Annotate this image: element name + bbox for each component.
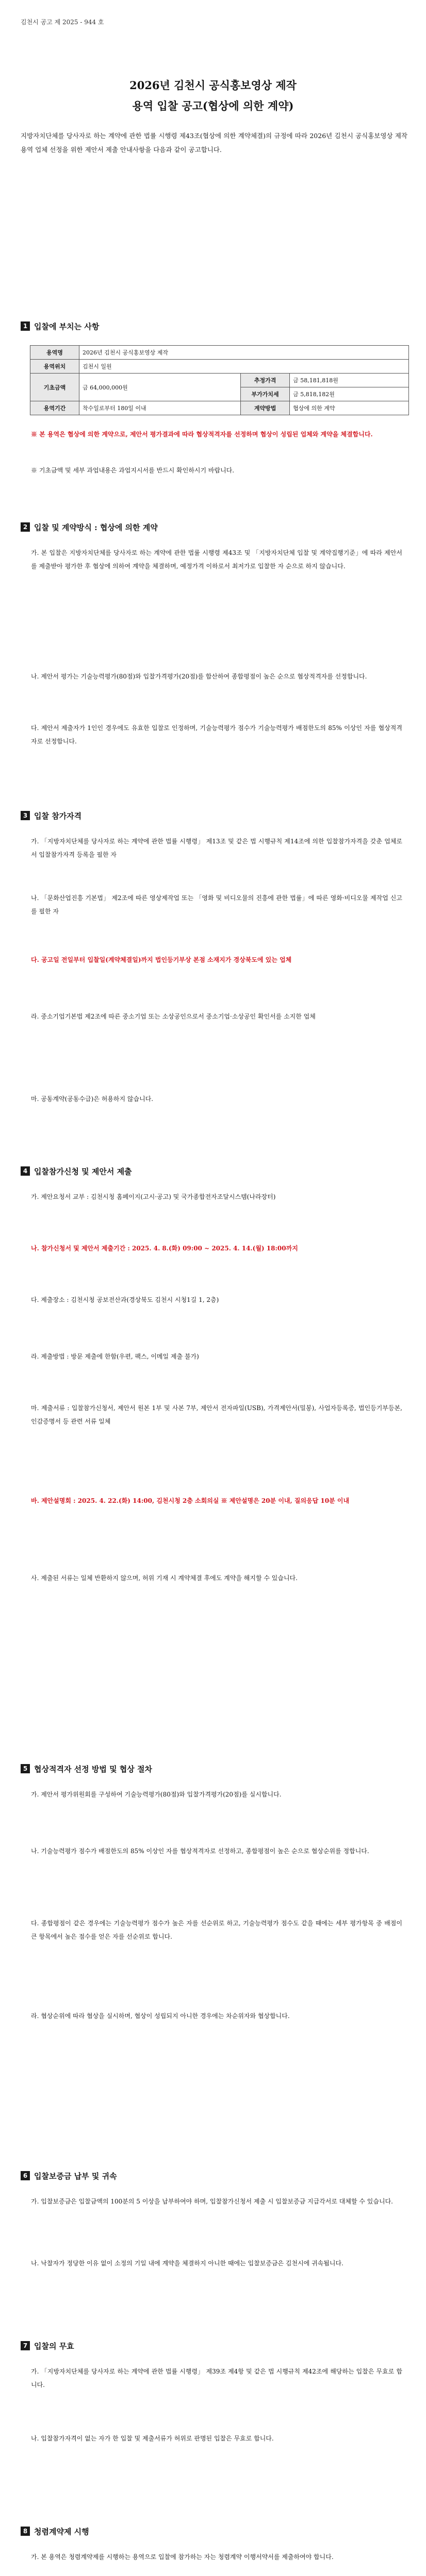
paragraph: 나. 기술능력평가 점수가 배점한도의 85% 이상인 자를 협상적격자로 선정하고, 종합평점이 높은 순으로 협상순위를 정합니다. — [31, 1848, 369, 1855]
paragraph: 마. 제출서류 : 입찰참가신청서, 제안서 원본 1부 및 사본 7부, 제안서 전자파일(USB), 가격제안서(밀봉), 사업자등록증, 법인등기부등본, 인감증명서 등 관련 서류 일체 — [31, 1404, 402, 1425]
paragraph: 다. 제출장소 : 김천시청 공보전산과(경상북도 김천시 시청1길 1, 2층) — [31, 1296, 219, 1303]
table-header-cell: 용역기간 — [30, 401, 79, 415]
section-title: 입찰의 무효 — [34, 2341, 74, 2351]
table-cell: 금 64,000,000원 — [79, 374, 241, 401]
section-4-heading — [21, 1164, 413, 1178]
table-cell: 김천시 일원 — [79, 360, 409, 374]
paragraph: 라. 제출방법 : 방문 제출에 한함(우편, 팩스, 이메일 제출 불가) — [31, 1353, 199, 1360]
paragraph: 가. 제안서 평가위원회를 구성하여 기술능력평가(80점)와 입찰가격평가(20점)를 실시합니다. — [31, 1791, 282, 1798]
intro-paragraph: 지방자치단체를 당사자로 하는 계약에 관한 법률 시행령 제43조(협상에 의한 계약체결)의 규정에 따라 2026년 김천시 공식홍보영상 제작 용역 업체 선정을 위한 제안서 제출 안내사항을 다음과 같이 공고합니다. — [21, 132, 407, 154]
table-header-cell: 추정가격 — [241, 374, 290, 387]
paragraph: 가. 「지방자치단체를 당사자로 하는 계약에 관한 법률 시행령」 제39조 제4항 및 같은 법 시행규칙 제42조에 해당하는 입찰은 무효로 합니다. — [31, 2368, 402, 2388]
paragraph: 나. 입찰참가자격이 없는 자가 한 입찰 및 제출서류가 허위로 판명된 입찰은 무효로 합니다. — [31, 2435, 274, 2442]
paragraph: 다. 종합평점이 같은 경우에는 기술능력평가 점수가 높은 자를 선순위로 하고, 기술능력평가 점수도 같을 때에는 세부 평가항목 중 배점이 큰 항목에서 높은 점수를 얻은 자를 선순위로 합니다. — [31, 1920, 402, 1940]
paragraph: 마. 공동계약(공동수급)은 허용하지 않습니다. — [31, 1095, 154, 1103]
section-title: 청렴계약제 시행 — [34, 2527, 89, 2536]
table-header-cell: 용역위치 — [30, 360, 79, 374]
section-1-heading — [21, 319, 413, 333]
section-title: 협상적격자 선정 방법 및 협상 절차 — [34, 1764, 152, 1774]
section-number: 5 — [21, 1764, 30, 1773]
paragraph: 가. 제안요청서 교부 : 김천시청 홈페이지(고시·공고) 및 국가종합전자조달시스템(나라장터) — [31, 1193, 276, 1200]
table-header-cell: 용역명 — [30, 346, 79, 360]
table-cell: 금 58,181,818원 — [290, 374, 409, 387]
section-title: 입찰에 부치는 사항 — [34, 321, 100, 331]
paragraph: 나. 「문화산업진흥 기본법」 제2조에 따른 영상제작업 또는 「영화 및 비디오물의 진흥에 관한 법률」에 따른 영화·비디오물 제작업 신고를 필한 자 — [31, 894, 402, 915]
title-line-1: 2026년 김천시 공식홍보영상 제작 — [129, 79, 297, 92]
section-number: 6 — [21, 2171, 30, 2180]
paragraph: 바. 제안설명회 : 2025. 4. 22.(화) 14:00, 김천시청 2층 소회의실 ※ 제안설명은 20분 이내, 질의응답 10분 이내 — [31, 1497, 350, 1504]
paragraph: 라. 중소기업기본법 제2조에 따른 중소기업 또는 소상공인으로서 중소기업·소상공인 확인서를 소지한 업체 — [31, 1013, 316, 1020]
table-header-cell: 기초금액 — [30, 374, 79, 401]
section-6-heading — [21, 2169, 413, 2182]
section-number: 2 — [21, 522, 30, 532]
section-7-heading — [21, 2339, 413, 2352]
paragraph: 나. 낙찰자가 정당한 이유 없이 소정의 기일 내에 계약을 체결하지 아니한 때에는 입찰보증금은 김천시에 귀속됩니다. — [31, 2260, 343, 2267]
table-cell: 착수일로부터 180일 이내 — [79, 401, 241, 415]
paragraph: 가. 본 입찰은 지방자치단체를 당사자로 하는 계약에 관한 법률 시행령 제43조 및 「지방자치단체 입찰 및 계약집행기준」에 따라 제안서를 제출받아 평가한 후 협상에 의하여 계약을 체결하며, 예정가격 이하로서 최저가로 입찰한 자 순으로 하지 않습니다. — [31, 549, 402, 570]
table-cell: 협상에 의한 계약 — [290, 401, 409, 415]
note-paragraph: ※ 본 용역은 협상에 의한 계약으로, 제안서 평가결과에 따라 협상적격자를 선정하며 협상이 성립된 업체와 계약을 체결합니다. — [31, 431, 373, 438]
paragraph: 가. 「지방자치단체를 당사자로 하는 계약에 관한 법률 시행령」 제13조 및 같은 법 시행규칙 제14조에 의한 입찰참가자격을 갖춘 업체로서 입찰참가자격 등록을 필한 자 — [31, 838, 402, 858]
section-5-heading — [21, 1762, 413, 1775]
paragraph: 나. 제안서 평가는 기술능력평가(80점)와 입찰가격평가(20점)를 합산하여 종합평점이 높은 순으로 협상적격자를 선정합니다. — [31, 673, 367, 680]
section-number: 1 — [21, 321, 30, 331]
section-number: 3 — [21, 811, 30, 820]
table-header-cell: 계약방법 — [241, 401, 290, 415]
section-number: 4 — [21, 1166, 30, 1176]
section-title: 입찰참가신청 및 제안서 제출 — [34, 1166, 132, 1176]
paragraph: 가. 입찰보증금은 입찰금액의 100분의 5 이상을 납부하여야 하며, 입찰참가신청서 제출 시 입찰보증금 지급각서로 대체할 수 있습니다. — [31, 2198, 393, 2205]
title-line-2: 용역 입찰 공고(협상에 의한 계약) — [132, 99, 294, 112]
table-header-cell: 부가가치세 — [241, 387, 290, 401]
paragraph: 사. 제출된 서류는 일체 반환하지 않으며, 허위 기재 시 계약체결 후에도 계약을 해지할 수 있습니다. — [31, 1574, 298, 1582]
section-8-heading — [21, 2524, 413, 2538]
paragraph: 다. 공고일 전일부터 입찰일(계약체결일)까지 법인등기부상 본점 소재지가 경상북도에 있는 업체 — [31, 956, 292, 963]
table-cell: 2026년 김천시 공식홍보영상 제작 — [79, 346, 409, 360]
section-title: 입찰 및 계약방식 : 협상에 의한 계약 — [34, 522, 158, 532]
paragraph: 다. 제안서 제출자가 1인인 경우에도 유효한 입찰로 인정하며, 기술능력평가 점수가 기술능력평가 배점한도의 85% 이상인 자를 협상적격자로 선정합니다. — [31, 724, 402, 745]
section-number: 7 — [21, 2341, 30, 2350]
section-title: 입찰보증금 납부 및 귀속 — [34, 2171, 117, 2181]
notice-number: 김천시 공고 제 2025 - 944 호 — [21, 19, 104, 26]
section-title: 입찰 참가자격 — [34, 811, 82, 821]
table-cell: 금 5,818,182원 — [290, 387, 409, 401]
section-2-heading — [21, 520, 413, 534]
paragraph: 나. 참가신청서 및 제안서 제출기간 : 2025. 4. 8.(화) 09:00 ~ 2025. 4. 14.(월) 18:00까지 — [31, 1245, 298, 1252]
section-3-heading — [21, 809, 413, 822]
section-number: 8 — [21, 2527, 30, 2536]
note-paragraph: ※ 기초금액 및 세부 과업내용은 과업지시서를 반드시 확인하시기 바랍니다. — [31, 467, 235, 474]
paragraph: 가. 본 용역은 청렴계약제를 시행하는 용역으로 입찰에 참가하는 자는 청렴계약 이행서약서를 제출하여야 합니다. — [31, 2553, 334, 2561]
overview-table — [30, 345, 409, 415]
paragraph: 라. 협상순위에 따라 협상을 실시하며, 협상이 성립되지 아니한 경우에는 차순위자와 협상합니다. — [31, 2012, 290, 2020]
